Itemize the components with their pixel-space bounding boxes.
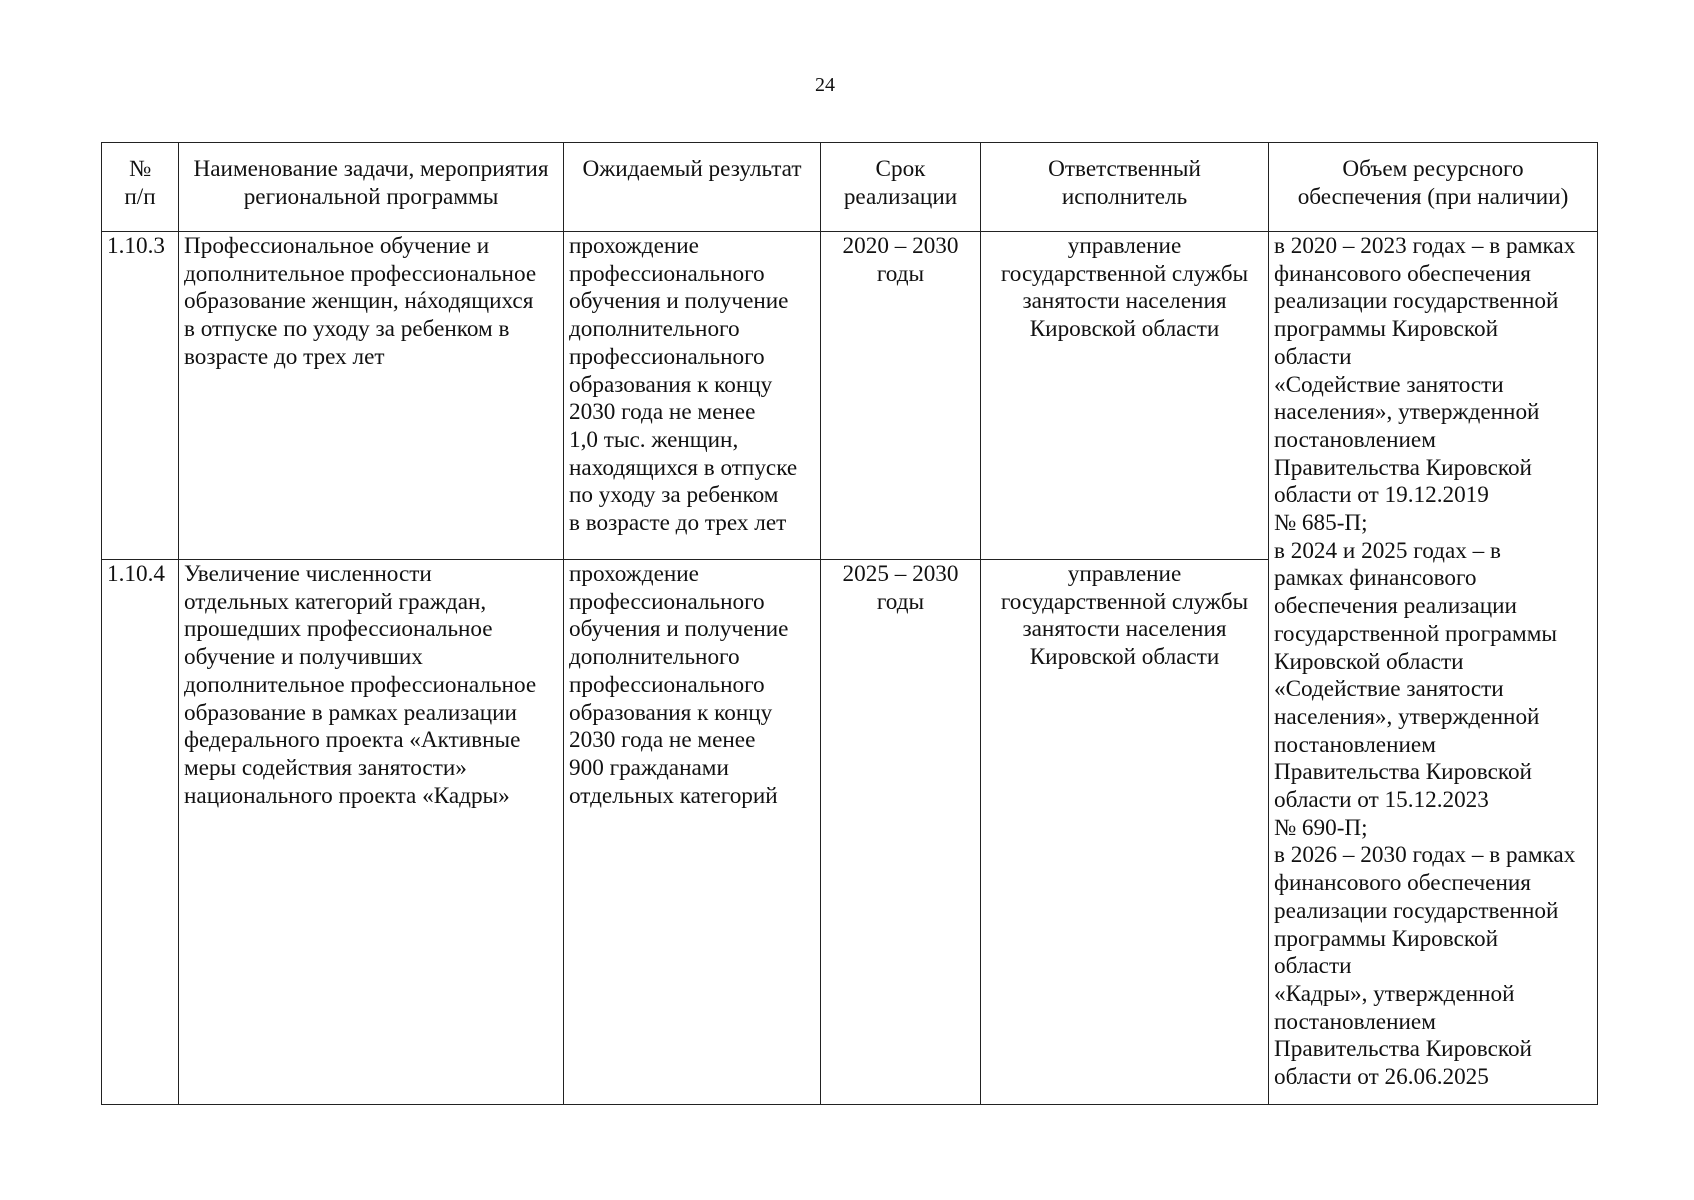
- executor-cell: управление государственной службы занятости населения Кировской области: [981, 560, 1269, 1105]
- table-header-row: [102, 143, 1598, 232]
- header-period: Срок реализации: [821, 143, 981, 232]
- period-cell: 2020 – 2030 годы: [821, 232, 981, 560]
- header-number: № п/п: [102, 143, 179, 232]
- program-table: [101, 142, 1598, 1105]
- header-task-name: Наименование задачи, мероприятия региональной программы: [179, 143, 564, 232]
- row-number: 1.10.4: [102, 560, 179, 1105]
- period-cell: 2025 – 2030 годы: [821, 560, 981, 1105]
- table-row: [102, 232, 1598, 560]
- page-number: 24: [815, 74, 835, 96]
- row-number: 1.10.3: [102, 232, 179, 560]
- expected-result-cell: прохождение профессионального обучения и получение дополнительного профессионального образования к концу 2030 года не менее 1,0 тыс. женщин, находящихся в отпуске по уходу за ребенком в возрасте до трех лет: [564, 232, 821, 560]
- header-expected-result: Ожидаемый результат: [564, 143, 821, 232]
- resource-cell: в 2020 – 2023 годах – в рамках финансового обеспечения реализации государственной программы Кировской области «Содействие занятости населения», утвержденной постановлением Правительства Кировской области от 19.12.2019 № 685-П; в 2024 и 2025 годах – в рамках финансового обеспечения реализации государственной программы Кировской области «Содействие занятости населения», утвержденной постановлением Правительства Кировской области от 15.12.2023 № 690-П; в 2026 – 2030 годах – в рамках финансового обеспечения реализации государственной программы Кировской области «Кадры», утвержденной постановлением Правительства Кировской области от 26.06.2025: [1269, 232, 1598, 1105]
- executor-cell: управление государственной службы занятости населения Кировской области: [981, 232, 1269, 560]
- task-name-cell: Профессиональное обучение и дополнительное профессиональное образование женщин, нáходящихся в отпуске по уходу за ребенком в возрасте до трех лет: [179, 232, 564, 560]
- header-executor: Ответственный исполнитель: [981, 143, 1269, 232]
- expected-result-cell: прохождение профессионального обучения и получение дополнительного профессионального образования к концу 2030 года не менее 900 гражданами отдельных категорий: [564, 560, 821, 1105]
- header-resource: Объем ресурсного обеспечения (при наличии): [1269, 143, 1598, 232]
- task-name-cell: Увеличение численности отдельных категорий граждан, прошедших профессиональное обучение и получивших дополнительное профессиональное образование в рамках реализации федерального проекта «Активные меры содействия занятости» национального проекта «Кадры»: [179, 560, 564, 1105]
